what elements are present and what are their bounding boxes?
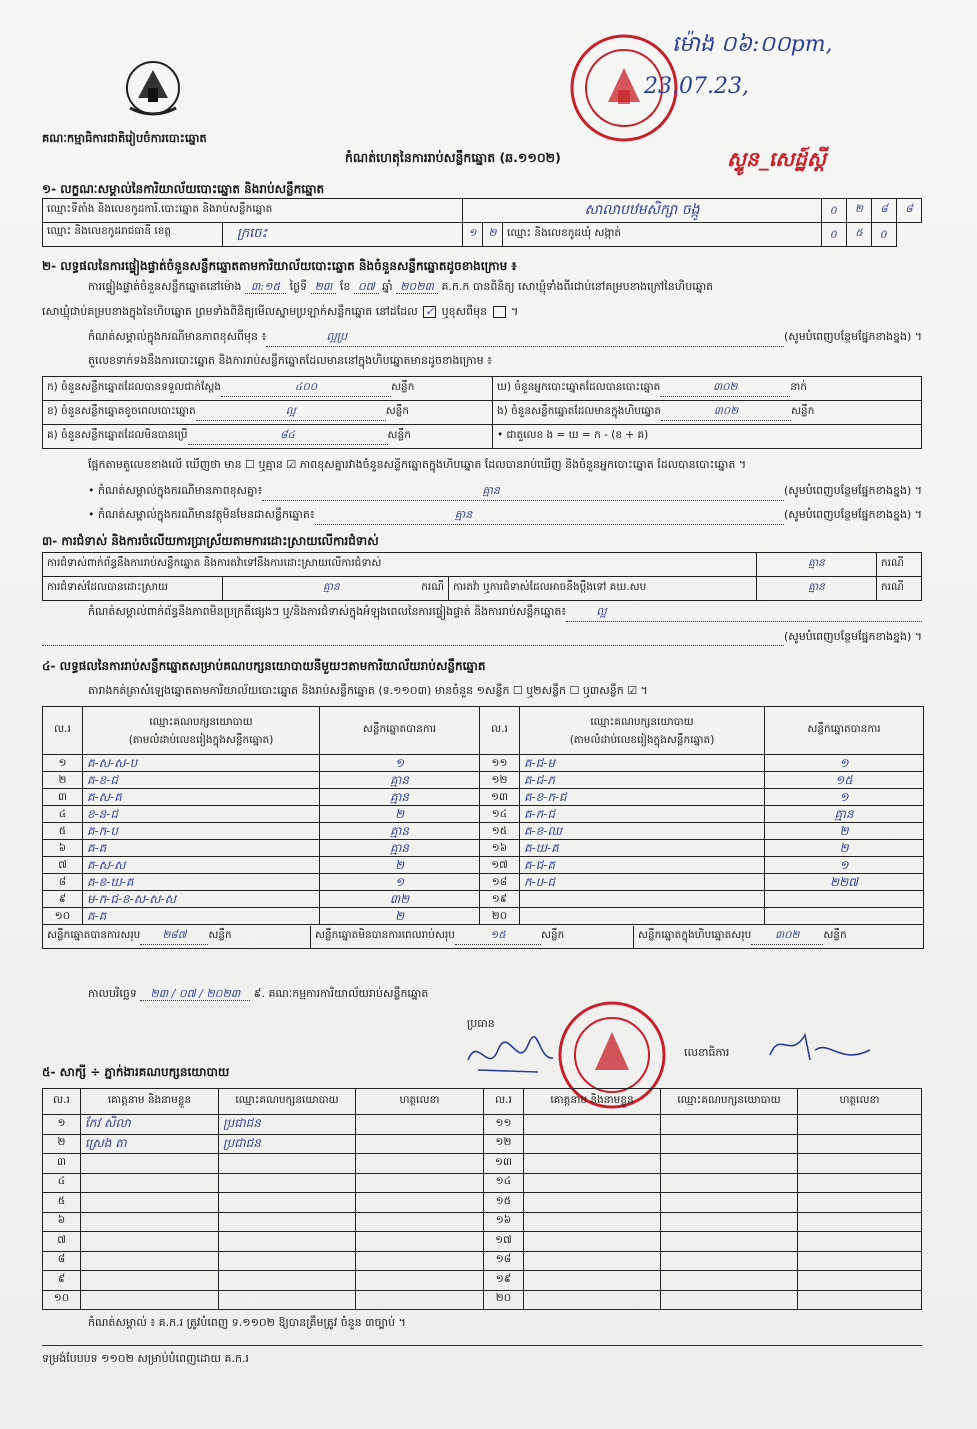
witness-signature: [356, 1115, 484, 1135]
witness-no: ១២: [484, 1134, 524, 1154]
party-votes: គ្មាន: [320, 823, 480, 840]
verification-line-1: [88, 280, 713, 296]
party-name: គ-ជ-គ: [520, 857, 765, 874]
party-votes: ៣២: [320, 891, 480, 908]
form-title: កំណត់ហេតុនៃការរាប់សន្លឹកឆ្នោត (ឆ.១១០២): [345, 150, 561, 165]
witness-party: [219, 1251, 356, 1271]
witness-name: [524, 1232, 661, 1252]
result-row: [43, 823, 924, 840]
witness-no: ៥: [43, 1193, 81, 1213]
unit-label: សន្លឹក: [823, 928, 847, 941]
witness-row: [43, 1154, 922, 1174]
wit-col-party-r: ឈ្មោះគណបក្សនយោបាយ: [661, 1089, 798, 1115]
witness-row: [43, 1173, 922, 1193]
witness-party: ប្រជាជន: [219, 1134, 356, 1154]
figures-table: [42, 376, 922, 449]
result-row: [43, 772, 924, 789]
witness-signature: [356, 1134, 484, 1154]
witness-no: ១៣: [484, 1154, 524, 1174]
bullet-2-suffix: (សូមបំពេញបន្ថែមផ្នែកខាងខ្នង) ។: [783, 508, 922, 521]
unit-label: សន្លឹក: [540, 928, 565, 941]
valid-total-value: ២៨៧: [140, 929, 208, 945]
witness-party: [219, 1271, 356, 1291]
row-no: ៣: [43, 789, 83, 806]
row-no: ៥: [43, 823, 83, 840]
party-votes: គ្មាន: [320, 772, 480, 789]
witness-party: [661, 1134, 798, 1154]
verify-month: ០៧: [354, 280, 379, 294]
party-name: គ-គ: [83, 908, 320, 925]
witness-no: ៧: [43, 1232, 81, 1252]
unit-label: សន្លឹក: [208, 928, 232, 941]
unit-label: សន្លឹក: [385, 404, 410, 417]
party-votes: ១៥: [765, 772, 924, 789]
difference-statement: ផ្អែកតាមតួលេខខាងលើ ឃើញថា មាន ☐ ឬគ្មាន ☑ ភាពខុសគ្នារវាងចំនួនសន្លឹកឆ្នោតក្នុងហិបឆ្នោត ដែលបានរាប់ឃើញ និងចំនួនអ្នកបោះឆ្នោត ដែលបានបោះឆ្នោត ។: [88, 458, 747, 471]
bullet-2-label: • កំណត់សម្គាល់ក្នុងករណីមានវត្ថុមិនមែនជាសន្លឹកឆ្នោត៖: [88, 508, 315, 521]
witness-name: កែវ សិលា: [81, 1115, 219, 1135]
witness-party: ប្រជាជន: [219, 1115, 356, 1135]
witness-name: [524, 1173, 661, 1193]
wit-col-no-r: ល.រ: [484, 1089, 524, 1115]
invalid-total-label: សន្លឹកឆ្នោតមិនបានការពេលរាប់សរុប: [315, 928, 455, 941]
witness-signature: [356, 1193, 484, 1213]
witness-no: ២០: [484, 1290, 524, 1310]
witness-no: ៦: [43, 1212, 81, 1232]
party-name: គ-ក-ជ: [520, 806, 765, 823]
witness-name: [81, 1154, 219, 1174]
province-value: ក្រចេះ: [237, 226, 268, 241]
section-1-table: [42, 198, 922, 247]
party-votes: គ្មាន: [765, 806, 924, 823]
witness-name: [81, 1193, 219, 1213]
witness-signature: [798, 1115, 922, 1135]
irregularity-value: ល្អ: [566, 605, 922, 622]
invalid-total-value: ១៥: [455, 929, 541, 945]
row-no: ១២: [480, 772, 520, 789]
row-no: ២០: [480, 908, 520, 925]
witness-party: [219, 1193, 356, 1213]
closing-date: ២៣ / ០៧ / ២០២៣: [140, 987, 250, 1001]
result-row: [43, 891, 924, 908]
party-votes: ១: [765, 857, 924, 874]
row-no: ៧: [43, 857, 83, 874]
row-no: ១០: [43, 908, 83, 925]
witness-name: [524, 1193, 661, 1213]
witness-row: [43, 1115, 922, 1135]
same-checkbox[interactable]: ✓: [425, 305, 435, 318]
party-votes: [765, 891, 924, 908]
handwritten-place: ស្ទូន_សេដ្ឋ៍ស្តី: [727, 147, 826, 171]
figure-gh-label: ឃ) ចំនួនអ្នកបោះឆ្នោតដែលបានបោះឆ្នោត: [497, 380, 661, 393]
witness-signature: [798, 1134, 922, 1154]
col-no-left: ល.រ: [43, 707, 83, 755]
site-code-digit: 0: [822, 199, 847, 223]
witness-party: [661, 1115, 798, 1135]
figure-k: [43, 377, 493, 401]
witness-party: [219, 1173, 356, 1193]
box-total-value: ៣០២: [751, 929, 823, 945]
province-code-digit: ១: [463, 223, 483, 247]
row-no: ១: [43, 755, 83, 772]
witness-name: [524, 1134, 661, 1154]
result-row: [43, 840, 924, 857]
witness-no: ១៦: [484, 1212, 524, 1232]
row-no: ១៦: [480, 840, 520, 857]
witness-no: ១០: [43, 1290, 81, 1310]
verify-time-label: ការផ្ទៀងផ្ទាត់ចំនួនសន្លឹកឆ្នោតនៅម៉ោង: [88, 280, 242, 293]
wit-col-name-r: គោត្តនាម និងនាមខ្លួន: [524, 1089, 661, 1115]
bullet-1-label: • កំណត់សម្គាល់ក្នុងករណីមានភាពខុសគ្នា៖: [88, 484, 263, 497]
witness-signature: [798, 1212, 922, 1232]
party-name: គ-ស-គ: [83, 789, 320, 806]
result-row: [43, 755, 924, 772]
witness-name: [524, 1251, 661, 1271]
party-name: [520, 908, 765, 925]
province-label: ឈ្មោះ និងលេខកូដរាជធានី ខេត្ត: [43, 223, 223, 246]
party-votes: គ្មាន: [320, 840, 480, 857]
section-3-title: ៣- ការជំទាស់ និងការចំលើយការប្រាស្រ័យតាមការដោះស្រាយលើការជំទាស់: [42, 534, 379, 548]
row-no: ១៧: [480, 857, 520, 874]
different-label: ឬខុសពីមុន: [441, 305, 488, 318]
secretary-signature: [760, 1020, 880, 1075]
row-no: ១៥: [480, 823, 520, 840]
different-checkbox[interactable]: [493, 306, 506, 318]
note-label: កំណត់សម្គាល់ក្នុងករណីមានភាពខុសពីមុន ៖: [88, 330, 267, 343]
witness-signature: [356, 1271, 484, 1291]
wit-col-sign-r: ហត្ថលេខា: [798, 1089, 922, 1115]
site-name-label: ឈ្មោះទីតាំង និងលេខកូដការិ.បោះឆ្នោត និងរាប់សន្លឹកឆ្នោត: [43, 199, 463, 223]
figure-gh-value: ៣០២: [660, 381, 790, 397]
committee-label: ៩. គណៈកម្មការការិយាល័យរាប់សន្លឹកឆ្នោត: [253, 987, 429, 1000]
figure-g-value: ៨៤: [188, 429, 388, 445]
bullet-1: [88, 484, 922, 501]
row-no: ១៤: [480, 806, 520, 823]
closing-date-label: កាលបរិច្ឆេទ: [88, 987, 137, 1000]
party-name: ម-ក-ជ-ខ-ស-ស-ស: [83, 891, 320, 908]
witness-party: [661, 1271, 798, 1291]
witness-signature: [798, 1154, 922, 1174]
appeal-label: ការតវ៉ា ឬការជំទាស់ដែលអាចនឹងប្តឹងទៅ គឃ.សប: [449, 577, 757, 601]
tally-sheets-intro: តារាងកត់ត្រាសំឡេងឆ្នោតតាមការិយាល័យបោះឆ្នោត និងរាប់សន្លឹកឆ្នោត (ទ.១១០៣) មានចំនួន ១សន្លឹក ☐ ឬ២សន្លឹក ☐ ឬ៣សន្លឹក ☑ ។: [88, 684, 648, 697]
party-votes: ២: [765, 840, 924, 857]
witness-name: [81, 1290, 219, 1310]
col-party-left: ឈ្មោះគណបក្សនយោបាយ: [149, 715, 253, 728]
witness-no: ១៩: [484, 1271, 524, 1291]
irregularity-suffix: (សូមបំពេញបន្ថែមផ្នែកខាងខ្នង) ។: [783, 630, 922, 643]
party-votes: ១: [765, 789, 924, 806]
form-footer: ទម្រង់បែបបទ ១១០២ សម្រាប់បំពេញដោយ គ.ក.រ: [42, 1352, 249, 1365]
result-row: [43, 789, 924, 806]
witness-signature: [798, 1232, 922, 1252]
witness-row: [43, 1251, 922, 1271]
witness-signature: [798, 1290, 922, 1310]
unit-label: សន្លឹក: [387, 428, 411, 441]
witness-row: [43, 1290, 922, 1310]
witness-party: [661, 1290, 798, 1310]
col-votes-right: សន្លឹកឆ្នោតបានការ: [765, 707, 924, 755]
bullet-1-value: គ្មាន: [262, 484, 784, 501]
witness-party: [219, 1212, 356, 1232]
witness-no: ៨: [43, 1251, 81, 1271]
wit-col-sign: ហត្ថលេខា: [356, 1089, 484, 1115]
party-name: ក-ប-ជ: [520, 874, 765, 891]
bullet-1-suffix: (សូមបំពេញបន្ថែមផ្នែកខាងខ្នង) ។: [783, 484, 922, 497]
irregularity-note: [88, 605, 922, 622]
verify-text: គ.ក.ក បានពិនិត្យ សោឃ្មុំទាំងពីរជាប់នៅគម្របខាងក្រៅនៃហិបឆ្នោត: [441, 280, 714, 293]
party-name: គ-ខ-ឃ-គ: [83, 874, 320, 891]
section-1-title: ១- លក្ខណៈសម្គាល់នៃការិយាល័យបោះឆ្នោត និងរាប់សន្លឹកឆ្នោត: [42, 182, 325, 196]
party-name: [520, 891, 765, 908]
party-votes: ២: [320, 857, 480, 874]
witness-party: [661, 1212, 798, 1232]
figure-gh: [493, 377, 922, 401]
witness-no: ៩: [43, 1271, 81, 1291]
figure-kh-value: ល្អ: [196, 405, 386, 421]
valid-total-label: សន្លឹកឆ្នោតបានការសរុប: [47, 928, 141, 941]
witness-party: [661, 1154, 798, 1174]
witness-signature: [356, 1251, 484, 1271]
chair-signature: [458, 1030, 558, 1080]
section-5-title: ៥- សាក្សី ÷ ភ្នាក់ងារគណបក្សនយោបាយ: [42, 1065, 230, 1079]
witness-signature: [356, 1154, 484, 1174]
witness-name: [81, 1251, 219, 1271]
objection-value: គ្មាន: [757, 553, 877, 577]
unit-label: សន្លឹក: [791, 404, 815, 417]
unit-label: នាក់: [790, 380, 807, 393]
witness-signature: [798, 1173, 922, 1193]
witness-row: [43, 1212, 922, 1232]
irregularity-line-2: [42, 630, 922, 646]
objection-label: ការជំទាស់ពាក់ព័ន្ធនឹងការរាប់សន្លឹកឆ្នោត និងការតវ៉ាទៅនឹងការដោះស្រាយលើការជំទាស់: [43, 553, 757, 577]
party-name: គ-ខ-ក-ជ: [520, 789, 765, 806]
witness-name: [524, 1290, 661, 1310]
verify-year: ២០២៣: [396, 280, 438, 294]
row-no: ៩: [43, 891, 83, 908]
witness-row: [43, 1134, 922, 1154]
unit-label: សន្លឹក: [391, 380, 415, 393]
row-no: ១៨: [480, 874, 520, 891]
note-value: ល្អប្រ: [266, 330, 784, 347]
witness-no: ១៨: [484, 1251, 524, 1271]
note-line: [88, 330, 922, 347]
site-name-value: សាលាបឋមសិក្សា ចង្កូ: [463, 199, 822, 223]
witness-name: [524, 1154, 661, 1174]
witness-no: ១: [43, 1115, 81, 1135]
day-label: ថ្ងៃទី: [289, 280, 308, 293]
figure-ng-value: ៣០២: [661, 405, 791, 421]
verify-time: ៣:១៥: [245, 280, 286, 294]
note-suffix: (សូមបំពេញបន្ថែមផ្នែកខាងខ្នង) ។: [783, 330, 922, 343]
commune-code-digit: 0: [822, 223, 847, 247]
box-total-label: សន្លឹកឆ្នោតក្នុងហិបឆ្នោតសរុប: [638, 928, 752, 941]
site-code-digit: ៨: [872, 199, 897, 223]
witness-row: [43, 1271, 922, 1291]
formula: • ជាតួលេខ ង = ឃ = ក - (ខ + គ): [493, 425, 922, 449]
wit-col-name: គោត្តនាម និងនាមខ្លួន: [81, 1089, 219, 1115]
witness-table: [42, 1088, 922, 1310]
commune-code-digit: ៥: [847, 223, 872, 247]
verify-text-2: សោឃ្មុំជាប់គម្របខាងក្នុងនៃហិបឆ្នោត ព្រមទាំងពិនិត្យមើលស្នាមប្រឡាក់សន្លឹកឆ្នោត នៅដដែល: [42, 305, 418, 318]
site-code-digit: ២: [847, 199, 872, 223]
witness-no: ១៥: [484, 1193, 524, 1213]
figure-k-value: ៤០០: [221, 381, 391, 397]
witness-no: ១៧: [484, 1232, 524, 1252]
witness-signature: [798, 1193, 922, 1213]
col-votes-left: សន្លឹកឆ្នោតបានការ: [320, 707, 480, 755]
party-votes: ១: [320, 874, 480, 891]
row-no: ១៣: [480, 789, 520, 806]
wit-col-no: ល.រ: [43, 1089, 81, 1115]
party-votes: ២: [320, 806, 480, 823]
witness-name: [524, 1271, 661, 1291]
witness-no: ៣: [43, 1154, 81, 1174]
witness-signature: [356, 1173, 484, 1193]
figure-g-label: គ) ចំនួនសន្លឹកឆ្នោតដែលមិនបានប្រើ: [47, 428, 188, 441]
result-row: [43, 874, 924, 891]
witness-signature: [356, 1290, 484, 1310]
month-label: ខែ: [339, 280, 351, 293]
totals-row: [43, 925, 924, 949]
figures-intro: តួលេខទាក់ទងនឹងការបោះឆ្នោត និងការរាប់សន្លឹកឆ្នោតដែលមាននៅក្នុងហិបឆ្នោតមានដូចខាងក្រោម ៖: [88, 354, 492, 367]
witness-party: [219, 1290, 356, 1310]
witness-signature: [798, 1271, 922, 1291]
party-name: គ-ខ-ឈ: [520, 823, 765, 840]
witness-no: ១៤: [484, 1173, 524, 1193]
secretary-label: លេខាធិការ: [684, 1046, 730, 1059]
resolved-label: ការជំទាស់ដែលបានដោះស្រាយ: [43, 577, 223, 601]
witness-signature: [356, 1232, 484, 1252]
handwritten-time: ម៉ោង ០៦:០០pm,: [672, 32, 833, 57]
commune-label: ឈ្មោះ និងលេខកូដឃុំ សង្កាត់: [503, 223, 822, 247]
figure-kh: [43, 401, 493, 425]
witness-party: [661, 1251, 798, 1271]
verify-day: ២៣: [311, 280, 337, 294]
witness-signature: [356, 1212, 484, 1232]
nec-emblem-icon: [118, 58, 188, 124]
party-name: គ-ស-ស-ប: [83, 755, 320, 772]
irregularity-label: កំណត់សម្គាល់ពាក់ព័ន្ធនឹងភាពមិនប្រក្រតីផ្សេងៗ ឬ/និងការជំទាស់ក្នុងអំឡុងពេលនៃការផ្ទៀងផ្ទាត់ និងការរាប់សន្លឹកឆ្នោត៖: [88, 605, 567, 618]
party-votes: ២: [765, 823, 924, 840]
witness-name: [524, 1115, 661, 1135]
witness-row: [43, 1193, 922, 1213]
witness-name: [524, 1212, 661, 1232]
row-no: ៤: [43, 806, 83, 823]
col-party-right: ឈ្មោះគណបក្សនយោបាយ: [590, 715, 694, 728]
section-2-title: ២- លទ្ធផលនៃការផ្ទៀងផ្ទាត់ចំនួនសន្លឹកឆ្នោតតាមការិយាល័យបោះឆ្នោត និងចំនួនសន្លឹកឆ្នោតដូចខាងក្រោម ៖: [42, 259, 517, 273]
party-name: ខ-ន-ជ: [83, 806, 320, 823]
witness-party: [219, 1154, 356, 1174]
handwritten-date: 23.07.23,: [644, 74, 749, 99]
witness-row: [43, 1232, 922, 1252]
resolved-value: គ្មាន: [323, 581, 340, 593]
witness-party: [219, 1232, 356, 1252]
bullet-2-value: គ្មាន: [315, 508, 784, 525]
figure-ng-label: ង) ចំនួនសន្លឹកឆ្នោតដែលមានក្នុងហិបឆ្នោត: [497, 404, 662, 417]
witness-name: ស្រេង តា: [81, 1134, 219, 1154]
witness-party: [661, 1173, 798, 1193]
party-name: គ-ខ-ជ: [83, 772, 320, 789]
section-4-title: ៤- លទ្ធផលនៃការរាប់សន្លឹកឆ្នោតសម្រាប់គណបក្សនយោបាយនីមួយៗតាមការិយាល័យរាប់សន្លឹកឆ្នោត: [42, 659, 486, 673]
witness-no: ១១: [484, 1115, 524, 1135]
row-no: ១៩: [480, 891, 520, 908]
party-votes: [765, 908, 924, 925]
witness-no: ៤: [43, 1173, 81, 1193]
party-name: គ-ឃ-គ: [520, 840, 765, 857]
witness-party: [661, 1193, 798, 1213]
commune-code-digit: 0: [872, 223, 897, 247]
col-party-right-sub: (តាមលំដាប់លេខរៀងក្នុងសន្លឹកឆ្នោត): [569, 733, 715, 746]
row-no: ១១: [480, 755, 520, 772]
witness-name: [81, 1212, 219, 1232]
results-table: [42, 706, 924, 949]
party-name: គ-ក-ប: [83, 823, 320, 840]
result-row: [43, 806, 924, 823]
party-votes: ១: [320, 755, 480, 772]
province-code-digit: ២: [483, 223, 503, 247]
witness-party: [661, 1232, 798, 1252]
case-label: ករណី: [877, 553, 922, 577]
site-code-digit: ៨: [897, 199, 922, 223]
org-name: គណៈកម្មាធិការជាតិរៀបចំការបោះឆ្នោត: [42, 131, 207, 145]
witness-name: [81, 1232, 219, 1252]
witness-name: [81, 1173, 219, 1193]
result-row: [43, 908, 924, 925]
verification-line-2: សោឃ្មុំជាប់គម្របខាងក្នុងនៃហិបឆ្នោត ព្រមទាំងពិនិត្យមើលស្នាមប្រឡាក់សន្លឹកឆ្នោត នៅដដែល ✓ ឬខុសពីមុន ។: [42, 305, 519, 318]
row-no: ២: [43, 772, 83, 789]
appeal-value: គ្មាន: [757, 577, 877, 601]
objections-table: [42, 552, 922, 601]
chair-label: ប្រធាន: [467, 1017, 495, 1030]
figure-kh-label: ខ) ចំនួនសន្លឹកឆ្នោតខូចពេលបោះឆ្នោត: [47, 404, 196, 417]
witness-name: [81, 1271, 219, 1291]
figure-ng: [493, 401, 922, 425]
wit-col-party: ឈ្មោះគណបក្សនយោបាយ: [219, 1089, 356, 1115]
party-name: គ-ជ-ម: [520, 755, 765, 772]
party-votes: គ្មាន: [320, 789, 480, 806]
party-name: គ-ស-ស: [83, 857, 320, 874]
bullet-2: [88, 508, 922, 525]
witness-no: ២: [43, 1134, 81, 1154]
case-label: ករណី: [877, 577, 922, 601]
closing-line: [88, 987, 428, 1003]
final-note: កំណត់សម្គាល់ ៖ គ.ក.រ ត្រូវបំពេញ ទ.១១០២ ឱ្យបានត្រឹមត្រូវ ចំនួន ៣ច្បាប់ ។: [88, 1316, 406, 1329]
witness-signature: [798, 1251, 922, 1271]
case-label: ករណី: [421, 581, 445, 593]
party-votes: ១: [765, 755, 924, 772]
row-no: ៨: [43, 874, 83, 891]
col-party-left-sub: (តាមលំដាប់លេខរៀងក្នុងសន្លឹកឆ្នោត): [128, 733, 274, 746]
party-name: គ-គ: [83, 840, 320, 857]
result-row: [43, 857, 924, 874]
figure-k-label: ក) ចំនួនសន្លឹកឆ្នោតដែលបានទទួលជាក់ស្តែង: [47, 380, 222, 393]
party-votes: ២២៧: [765, 874, 924, 891]
year-label: ឆ្នាំ: [382, 280, 393, 293]
row-no: ៦: [43, 840, 83, 857]
party-votes: ២: [320, 908, 480, 925]
party-name: គ-ជ-ភ: [520, 772, 765, 789]
figure-g: [43, 425, 493, 449]
col-no-right: ល.រ: [480, 707, 520, 755]
